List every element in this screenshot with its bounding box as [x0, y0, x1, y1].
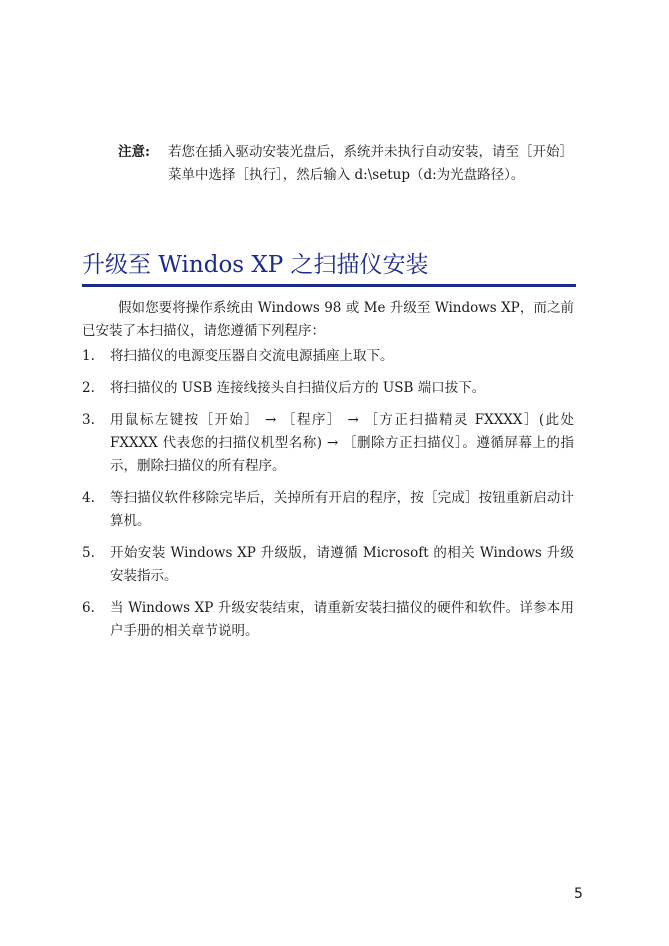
step-text: 将扫描仪的电源变压器自交流电源插座上取下。 — [110, 348, 394, 364]
list-item — [82, 542, 574, 588]
page-number: 5 — [574, 886, 583, 902]
step-text: 开始安装 Windows XP 升级版，请遵循 Microsoft 的相关 Windows 升级安装指示。 — [110, 545, 574, 584]
intro-paragraph: 假如您要将操作系统由 Windows 98 或 Me 升级至 Windows XP，而之前已安装了本扫描仪，请您遵循下列程序： — [82, 300, 574, 339]
section-divider — [82, 284, 576, 287]
list-item — [82, 487, 574, 533]
step-text: 当 Windows XP 升级安装结束，请重新安装扫描仪的硬件和软件。详参本用户手册的相关章节说明。 — [110, 600, 574, 639]
list-item — [82, 345, 574, 368]
step-number: 5. — [82, 545, 95, 561]
step-text: 用鼠标左键按［开始］ → ［程序］ → ［方正扫描精灵 FXXXX］(此处 FXXXX 代表您的扫描仪机型名称) → ［删除方正扫描仪］。遵循屏幕上的指示，删除扫描仪的所有程序。 — [110, 412, 574, 474]
note-text: 若您在插入驱动安装光盘后，系统并未执行自动安装，请至［开始］菜单中选择［执行］，然后输入 d:\setup（d:为光盘路径）。 — [168, 144, 573, 183]
step-number: 2. — [82, 380, 95, 396]
step-text: 将扫描仪的 USB 连接线接头自扫描仪后方的 USB 端口拔下。 — [110, 380, 486, 396]
note-row — [118, 141, 580, 187]
steps-list — [82, 345, 574, 652]
step-number: 1. — [82, 348, 95, 364]
step-text: 等扫描仪软件移除完毕后，关掉所有开启的程序，按［完成］按钮重新启动计算机。 — [110, 490, 574, 529]
step-number: 6. — [82, 600, 95, 616]
note-block — [118, 141, 580, 187]
section-title: 升级至 Windos XP 之扫描仪安装 — [82, 252, 429, 278]
list-item — [82, 377, 574, 400]
note-label: 注意: — [118, 144, 150, 160]
list-item — [82, 597, 574, 643]
step-number: 4. — [82, 490, 95, 506]
step-number: 3. — [82, 412, 95, 428]
list-item — [82, 409, 574, 478]
